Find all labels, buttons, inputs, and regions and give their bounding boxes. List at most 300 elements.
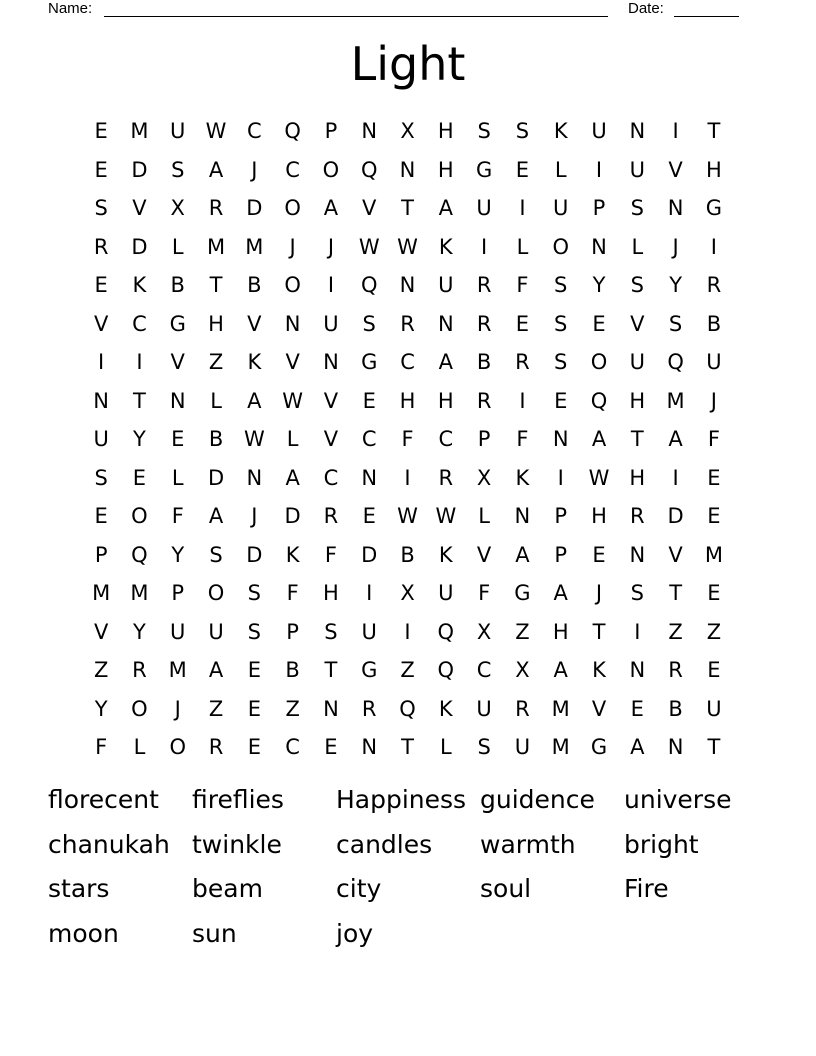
grid-letter: H [399, 388, 416, 413]
grid-letter: I [481, 234, 488, 259]
grid-letter: Z [400, 658, 415, 682]
grid-letter: X [476, 619, 492, 644]
grid-letter: O [169, 735, 186, 759]
grid-letter: S [171, 157, 185, 182]
grid-letter: I [672, 119, 679, 143]
grid-letter: J [289, 234, 296, 259]
grid-letter: Q [131, 542, 148, 567]
grid-row [82, 536, 733, 575]
grid-letter: C [476, 658, 492, 682]
grid-letter: N [514, 504, 531, 528]
grid-letter: R [668, 658, 683, 682]
grid-letter: Q [399, 696, 416, 721]
grid-row [82, 574, 733, 613]
grid-letter: C [400, 350, 415, 374]
grid-letter: H [552, 619, 569, 644]
grid-letter: E [515, 311, 530, 336]
grid-letter: L [439, 735, 452, 759]
grid-letter: H [437, 119, 454, 143]
grid-letter: I [404, 619, 411, 644]
word-list-row [48, 778, 768, 823]
grid-letter: E [707, 504, 721, 528]
grid-letter: E [362, 504, 376, 528]
grid-letter: Q [360, 273, 378, 297]
grid-letter: C [285, 735, 300, 759]
grid-letter: N [552, 427, 569, 451]
grid-row [82, 651, 733, 690]
grid-letter: H [629, 388, 646, 413]
grid-letter: L [478, 504, 490, 528]
grid-row [82, 382, 733, 421]
word-list-item: bright [624, 829, 699, 859]
grid-letter: T [592, 619, 606, 644]
grid-letter: V [170, 350, 185, 374]
grid-letter: E [247, 658, 261, 682]
grid-letter: Y [592, 273, 606, 297]
grid-letter: K [592, 658, 606, 682]
grid-letter: J [251, 157, 258, 182]
grid-letter: B [285, 658, 300, 682]
grid-letter: T [209, 273, 223, 297]
grid-letter: X [170, 196, 185, 220]
grid-letter: S [515, 119, 530, 143]
grid-letter: L [286, 427, 299, 451]
grid-letter: I [634, 619, 641, 644]
grid-letter: T [401, 196, 414, 220]
grid-letter: D [361, 542, 378, 567]
grid-letter: A [285, 465, 300, 490]
grid-letter: T [324, 658, 338, 682]
grid-letter: N [667, 735, 684, 759]
grid-letter: M [245, 234, 264, 259]
grid-letter: O [207, 581, 225, 605]
grid-letter: B [247, 273, 262, 297]
grid-letter: P [477, 427, 491, 451]
grid-letter: T [630, 427, 644, 451]
grid-letter: I [327, 273, 335, 297]
word-list-item: florecent [48, 785, 159, 814]
grid-letter: D [246, 542, 263, 567]
grid-letter: G [169, 311, 186, 336]
grid-letter: M [130, 581, 149, 605]
grid-letter: I [519, 388, 526, 413]
grid-letter: U [438, 581, 454, 605]
grid-letter: N [667, 196, 684, 220]
name-blank-line [104, 16, 608, 17]
grid-letter: W [435, 504, 457, 528]
grid-letter: P [554, 504, 568, 528]
grid-letter: A [591, 427, 607, 451]
grid-letter: M [704, 542, 723, 567]
grid-letter: R [323, 504, 339, 528]
grid-letter: Z [285, 696, 300, 721]
grid-letter: I [672, 465, 679, 490]
grid-letter: U [93, 427, 109, 451]
grid-letter: Z [93, 658, 109, 682]
grid-letter: E [171, 427, 185, 451]
grid-letter: S [209, 542, 223, 567]
grid-letter: S [554, 350, 568, 374]
grid-letter: P [554, 542, 568, 567]
grid-letter: N [323, 696, 339, 721]
grid-letter: E [707, 658, 721, 682]
grid-letter: I [98, 350, 105, 374]
grid-letter: A [323, 196, 339, 220]
page-title: Light [350, 37, 466, 91]
grid-letter: E [94, 119, 108, 143]
grid-letter: E [707, 581, 721, 605]
grid-letter: Z [515, 619, 530, 644]
grid-letter: X [400, 581, 415, 605]
grid-letter: Z [706, 619, 722, 644]
name-label: Name: [48, 0, 93, 17]
grid-letter: D [131, 157, 148, 182]
grid-letter: N [399, 273, 416, 297]
grid-letter: P [171, 581, 185, 605]
grid-letter: B [170, 273, 185, 297]
word-list-item: universe [624, 785, 732, 814]
grid-letter: S [630, 196, 644, 220]
grid-letter: N [629, 542, 646, 567]
grid-letter: X [515, 658, 530, 682]
grid-letter: E [94, 273, 108, 297]
grid-letter: T [401, 735, 414, 759]
grid-letter: O [284, 196, 301, 220]
word-list-item: joy [336, 919, 374, 949]
grid-letter: F [401, 427, 414, 451]
grid-letter: Y [94, 696, 108, 721]
grid-letter: L [171, 465, 184, 490]
grid-letter: F [171, 504, 184, 528]
grid-letter: F [95, 735, 108, 759]
grid-letter: R [706, 273, 722, 297]
grid-letter: V [668, 542, 683, 567]
grid-letter: V [323, 388, 339, 413]
grid-letter: O [322, 157, 340, 182]
grid-letter: J [174, 696, 181, 721]
grid-letter: F [516, 427, 529, 451]
grid-letter: E [324, 735, 338, 759]
grid-letter: A [553, 581, 568, 605]
grid-letter: J [672, 234, 679, 259]
grid-letter: G [590, 735, 608, 759]
grid-letter: B [476, 350, 492, 374]
grid-letter: M [551, 696, 570, 721]
grid-letter: C [361, 427, 377, 451]
grid-row [82, 266, 733, 305]
grid-row [82, 151, 733, 190]
grid-letter: G [361, 350, 378, 374]
grid-letter: I [595, 157, 603, 182]
grid-letter: D [131, 234, 148, 259]
grid-letter: I [557, 465, 564, 490]
grid-letter: T [669, 581, 683, 605]
grid-letter: U [629, 157, 645, 182]
grid-letter: C [323, 465, 339, 490]
grid-letter: D [207, 465, 225, 490]
grid-letter: J [710, 388, 717, 413]
grid-letter: J [595, 581, 603, 605]
grid-letter: R [476, 388, 492, 413]
word-list-item: sun [192, 919, 237, 949]
grid-letter: Y [133, 619, 146, 644]
grid-letter: E [247, 735, 261, 759]
grid-letter: E [94, 504, 108, 528]
grid-letter: B [400, 542, 415, 567]
grid-letter: V [630, 311, 645, 336]
grid-letter: G [705, 196, 723, 220]
grid-letter: V [476, 542, 492, 567]
grid-letter: Y [171, 542, 185, 567]
grid-letter: R [438, 465, 454, 490]
grid-letter: M [551, 735, 570, 759]
word-list-row [48, 823, 768, 868]
grid-letter: E [247, 696, 261, 721]
word-list-item: candles [336, 829, 433, 859]
grid-letter: L [631, 234, 644, 259]
grid-row [82, 189, 733, 228]
word-list-row [48, 867, 768, 912]
grid-letter: F [707, 427, 720, 451]
word-list-item: fireflies [192, 785, 284, 814]
grid-letter: K [515, 465, 530, 490]
grid-letter: N [323, 350, 339, 374]
grid-letter: I [136, 350, 143, 374]
grid-letter: N [399, 157, 416, 182]
grid-letter: U [170, 119, 186, 143]
grid-letter: A [208, 504, 224, 528]
grid-letter: U [553, 196, 569, 220]
grid-letter: L [554, 157, 567, 182]
grid-letter: K [438, 696, 453, 721]
word-list-item: twinkle [192, 829, 282, 859]
word-list-row [48, 912, 768, 957]
grid-letter: K [438, 542, 453, 567]
grid-letter: H [437, 388, 454, 413]
word-list-item: beam [192, 874, 263, 904]
grid-letter: M [92, 581, 111, 605]
grid-letter: D [667, 504, 684, 528]
grid-letter: L [516, 234, 529, 259]
grid-row [82, 728, 733, 767]
grid-letter: N [437, 311, 454, 336]
grid-letter: V [93, 311, 109, 336]
grid-letter: V [362, 196, 377, 220]
word-list-item: Fire [624, 874, 669, 904]
grid-row [82, 497, 733, 536]
grid-letter: E [630, 696, 644, 721]
grid-letter: V [93, 619, 109, 644]
grid-letter: C [438, 427, 454, 451]
grid-letter: V [323, 427, 339, 451]
grid-letter: O [131, 696, 148, 721]
grid-letter: Q [437, 619, 455, 644]
grid-letter: O [552, 234, 569, 259]
grid-letter: W [397, 234, 418, 259]
grid-letter: C [132, 311, 147, 336]
grid-letter: E [707, 465, 721, 490]
grid-letter: B [668, 696, 683, 721]
grid-letter: U [629, 350, 645, 374]
grid-letter: C [247, 119, 262, 143]
grid-letter: F [324, 542, 337, 567]
grid-letter: A [247, 388, 262, 413]
grid-letter: R [630, 504, 645, 528]
grid-letter: S [477, 119, 491, 143]
grid-letter: N [246, 465, 263, 490]
grid-letter: R [208, 196, 224, 220]
grid-letter: U [706, 696, 722, 721]
grid-letter: E [515, 157, 530, 182]
grid-letter: W [205, 119, 227, 143]
grid-letter: V [668, 157, 683, 182]
grid-letter: W [588, 465, 610, 490]
grid-letter: U [476, 196, 492, 220]
grid-letter: R [515, 350, 530, 374]
grid-letter: R [476, 273, 492, 297]
grid-letter: V [591, 696, 607, 721]
word-list-item: guidence [480, 785, 595, 814]
grid-letter: N [361, 735, 378, 759]
grid-row [82, 305, 733, 344]
grid-letter: U [323, 311, 339, 336]
grid-letter: E [592, 542, 606, 567]
grid-letter: U [170, 619, 186, 644]
grid-letter: S [247, 619, 261, 644]
grid-letter: S [362, 311, 376, 336]
grid-letter: Z [208, 350, 224, 374]
grid-letter: N [591, 234, 607, 259]
word-list-item: Happiness [336, 785, 467, 814]
grid-letter: I [366, 581, 373, 605]
grid-letter: N [284, 311, 301, 336]
grid-letter: E [362, 388, 376, 413]
grid-letter: E [554, 388, 568, 413]
grid-letter: U [514, 735, 531, 759]
grid-letter: H [208, 311, 224, 336]
grid-letter: N [629, 658, 646, 682]
grid-letter: H [437, 157, 454, 182]
grid-letter: N [169, 388, 186, 413]
grid-letter: U [208, 619, 224, 644]
grid-letter: G [361, 658, 378, 682]
grid-letter: S [668, 311, 683, 336]
grid-letter: T [707, 735, 721, 759]
grid-row [82, 690, 733, 729]
grid-letter: Q [437, 658, 455, 682]
grid-letter: Q [667, 350, 684, 374]
grid-letter: X [400, 119, 415, 143]
word-list [48, 778, 768, 957]
grid-row [82, 228, 733, 267]
grid-letter: Z [668, 619, 683, 644]
grid-letter: V [132, 196, 147, 220]
header [48, 0, 748, 20]
grid-letter: U [706, 350, 722, 374]
grid-letter: K [285, 542, 300, 567]
grid-letter: E [592, 311, 606, 336]
word-list-item: stars [48, 874, 110, 904]
grid-letter: S [554, 273, 568, 297]
grid-letter: R [132, 658, 147, 682]
word-list-item: warmth [480, 829, 576, 859]
letter-grid [82, 112, 733, 767]
grid-letter: A [630, 735, 645, 759]
grid-letter: P [286, 619, 299, 644]
grid-letter: A [438, 196, 453, 220]
grid-letter: I [519, 196, 526, 220]
grid-letter: V [247, 311, 262, 336]
grid-row [82, 343, 733, 382]
date-blank-line [674, 16, 739, 17]
grid-letter: M [206, 234, 226, 259]
grid-letter: J [327, 234, 335, 259]
grid-letter: I [710, 234, 717, 259]
grid-letter: S [247, 581, 261, 605]
grid-letter: S [94, 196, 108, 220]
grid-letter: L [210, 388, 222, 413]
grid-letter: R [476, 311, 492, 336]
grid-letter: Y [133, 427, 146, 451]
grid-row [82, 420, 733, 459]
grid-letter: E [132, 465, 147, 490]
grid-letter: M [168, 658, 187, 682]
grid-letter: Q [284, 119, 301, 143]
grid-letter: O [590, 350, 608, 374]
grid-letter: U [476, 696, 492, 721]
grid-letter: S [630, 273, 644, 297]
grid-letter: O [131, 504, 148, 528]
grid-row [82, 459, 733, 498]
grid-letter: H [591, 504, 607, 528]
grid-letter: S [94, 465, 108, 490]
grid-letter: L [171, 234, 184, 259]
grid-letter: R [208, 735, 224, 759]
grid-letter: D [246, 196, 263, 220]
grid-letter: F [478, 581, 491, 605]
grid-letter: R [93, 234, 109, 259]
grid-letter: Y [669, 273, 683, 297]
grid-letter: K [438, 234, 453, 259]
grid-letter: T [707, 119, 721, 143]
grid-letter: H [323, 581, 339, 605]
grid-letter: G [514, 581, 531, 605]
grid-letter: N [361, 119, 378, 143]
grid-letter: U [438, 273, 454, 297]
grid-letter: R [361, 696, 377, 721]
grid-letter: M [666, 388, 685, 413]
grid-letter: S [630, 581, 644, 605]
grid-letter: C [285, 157, 300, 182]
grid-letter: W [243, 427, 265, 451]
grid-letter: D [284, 504, 301, 528]
grid-letter: Q [590, 388, 608, 413]
grid-letter: W [397, 504, 418, 528]
grid-letter: R [515, 696, 530, 721]
grid-letter: A [553, 658, 568, 682]
grid-letter: A [208, 658, 224, 682]
grid-letter: B [208, 427, 224, 451]
grid-row [82, 613, 733, 652]
grid-letter: L [133, 735, 146, 759]
grid-letter: N [629, 119, 646, 143]
word-list-item: soul [480, 874, 532, 904]
grid-letter: K [247, 350, 262, 374]
grid-letter: H [629, 465, 646, 490]
grid-letter: H [706, 157, 722, 182]
grid-letter: T [133, 388, 146, 413]
grid-letter: P [94, 542, 108, 567]
